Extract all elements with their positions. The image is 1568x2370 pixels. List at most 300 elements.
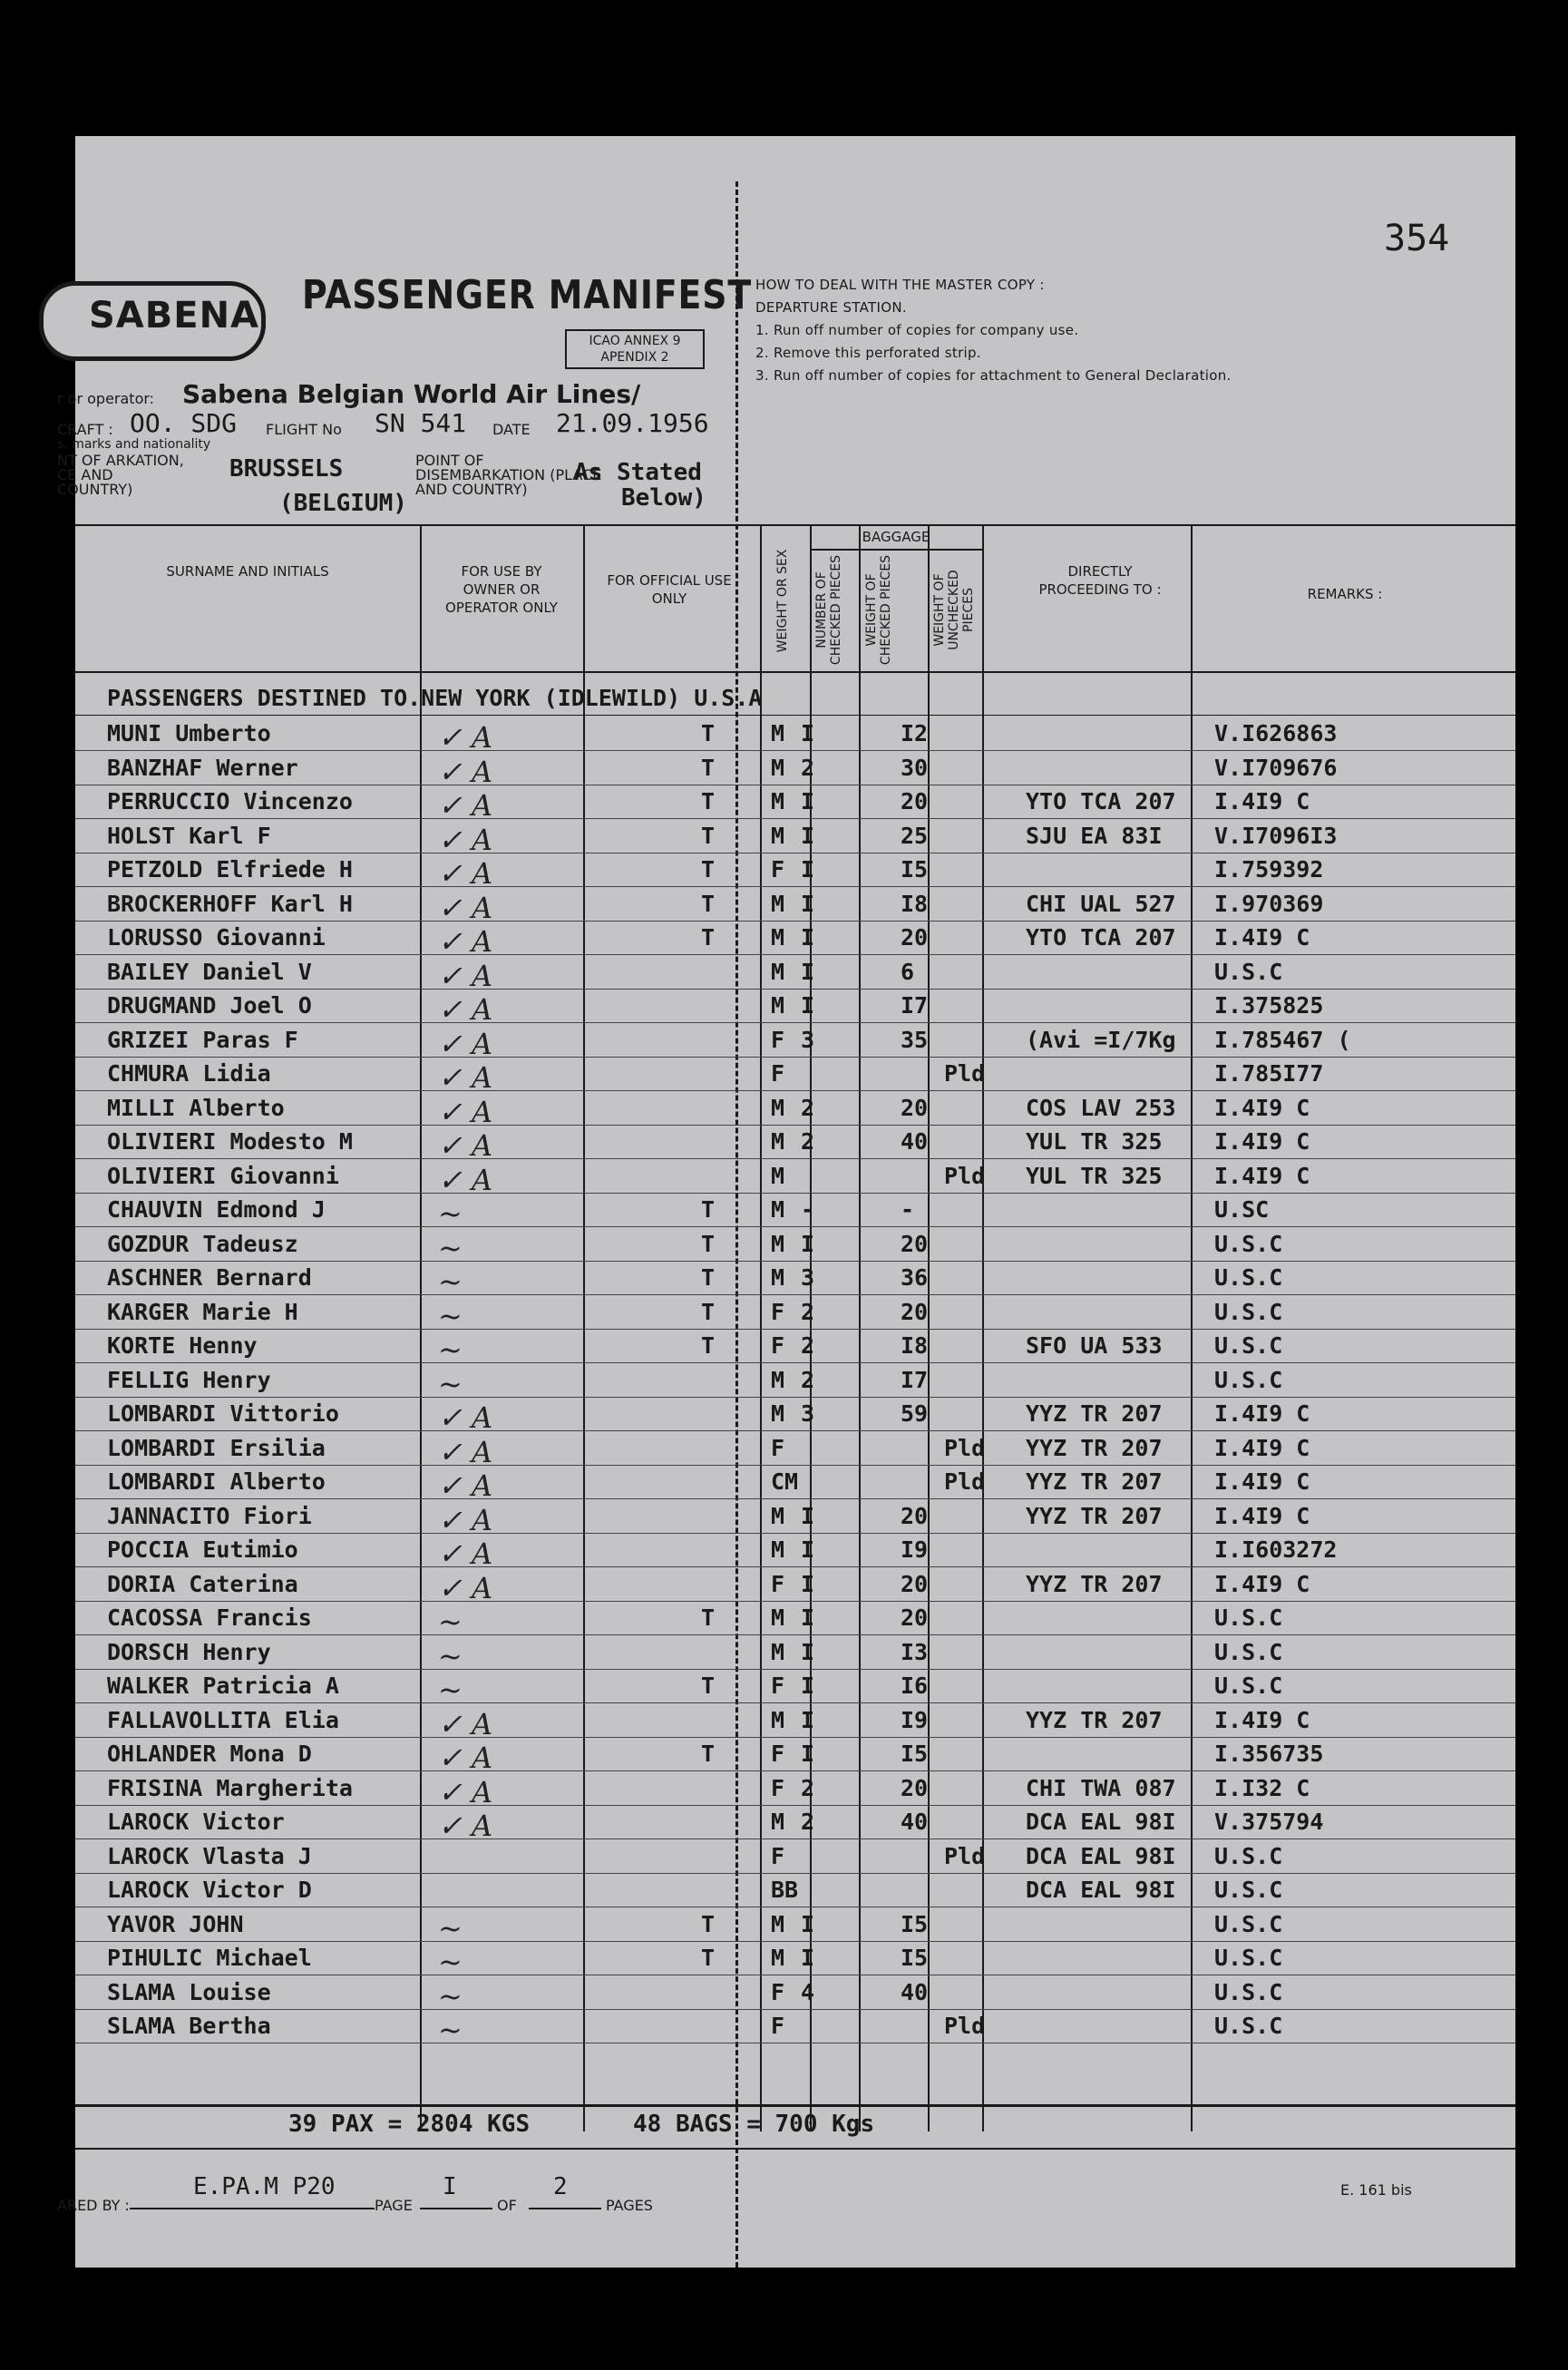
operator-check-mark: ✓ A (438, 754, 493, 789)
weight-or-sex: F (771, 1332, 785, 1359)
weight-or-sex: M (771, 1230, 785, 1257)
directly-proceeding: YUL TR 325 (1026, 1128, 1163, 1155)
table-row (75, 1363, 1515, 1401)
checked-pieces: I (801, 788, 815, 814)
passenger-name: POCCIA Eutimio (107, 1536, 298, 1563)
aircraft-sub-label: s. marks and nationality (57, 437, 211, 452)
official-mark: T (701, 1673, 716, 1699)
date-value: 21.09.1956 (556, 408, 709, 438)
operator-check-mark: ~ (438, 1910, 463, 1946)
weight-or-sex: CM (771, 1468, 799, 1495)
checked-weight: 40 (901, 1978, 929, 2005)
passenger-name: OLIVIERI Modesto M (107, 1128, 353, 1155)
official-mark: T (701, 1264, 716, 1291)
checked-weight: 20 (901, 1502, 929, 1529)
operator-check-mark: ✓ A (438, 890, 493, 925)
remarks: U.S.C (1214, 1673, 1283, 1699)
operator-check-mark: ✓ A (438, 1502, 493, 1537)
weight-or-sex: F (771, 1842, 785, 1869)
table-row (75, 853, 1515, 891)
checked-pieces: I (801, 856, 815, 883)
passenger-name: KARGER Marie H (107, 1298, 298, 1325)
checked-weight: 25 (901, 822, 929, 849)
page-number: 354 (1384, 218, 1450, 259)
weight-or-sex: M (771, 1264, 785, 1291)
instructions: HOW TO DEAL WITH THE MASTER COPY : DEPARTURE STATION. 1. Run off number of copies for company use. 2. Remove this perforated strip. 3. Run off number of copies for attachment to General Declaration. (755, 277, 1232, 384)
operator-check-mark: ✓ A (438, 1706, 493, 1741)
remarks: I.4I9 C (1214, 1502, 1310, 1529)
weight-or-sex: M (771, 1910, 785, 1937)
checked-weight: 30 (901, 754, 929, 781)
page-underline (420, 2208, 492, 2209)
operator-check-mark: ✓ A (438, 822, 493, 857)
directly-proceeding: CHI UAL 527 (1026, 890, 1176, 917)
table-row (75, 1533, 1515, 1571)
operator-check-mark: ✓ A (438, 992, 493, 1027)
table-row (75, 1873, 1515, 1907)
remarks: I.4I9 C (1214, 1434, 1310, 1461)
checked-pieces: I (801, 822, 815, 849)
header-bottom-border (75, 671, 1515, 673)
operator-check-mark: ~ (438, 1366, 463, 1401)
operator-check-mark: ✓ A (438, 856, 493, 891)
checked-pieces: I (801, 1741, 815, 1767)
operator-check-mark: ~ (438, 1332, 463, 1367)
passenger-name: LAROCK Victor D (107, 1877, 312, 1903)
remarks: U.S.C (1214, 1366, 1283, 1393)
passenger-name: LORUSSO Giovanni (107, 924, 326, 951)
of-value: 2 (553, 2173, 568, 2200)
header-official: FOR OFFICIAL USE ONLY (607, 572, 732, 607)
weight-or-sex: M (771, 1162, 785, 1189)
passenger-name: BROCKERHOFF Karl H (107, 890, 353, 917)
unchecked-weight: Pld (944, 1842, 986, 1869)
remarks: U.S.C (1214, 1877, 1283, 1903)
checked-weight: I3 (901, 1638, 929, 1665)
checked-weight: 40 (901, 1128, 929, 1155)
operator-check-mark: ✓ A (438, 1128, 493, 1163)
checked-pieces: I (801, 1706, 815, 1733)
passenger-name: DORSCH Henry (107, 1638, 271, 1665)
checked-weight: I5 (901, 1910, 929, 1937)
remarks: I.785467 ( (1214, 1026, 1351, 1053)
table-row (75, 887, 1515, 925)
checked-weight: 20 (901, 1298, 929, 1325)
operator-check-mark: ✓ A (438, 1536, 493, 1571)
checked-pieces: I (801, 958, 815, 985)
remarks: I.970369 (1214, 890, 1324, 917)
totals-border (75, 2104, 1515, 2107)
checked-pieces: 4 (801, 1978, 815, 2005)
table-row (75, 1703, 1515, 1741)
checked-weight: I7 (901, 992, 929, 1019)
page-label: PAGE (375, 2197, 413, 2214)
official-mark: T (701, 1741, 716, 1767)
table-row (75, 1431, 1515, 1469)
remarks: U.SC (1214, 1196, 1270, 1223)
table-top-border (75, 524, 1515, 526)
remarks: U.S.C (1214, 1604, 1283, 1631)
weight-or-sex: M (771, 1945, 785, 1971)
operator-check-mark: ✓ A (438, 788, 493, 823)
table-row (75, 1397, 1515, 1435)
directly-proceeding: CHI TWA 087 (1026, 1774, 1176, 1801)
passenger-name: LAROCK Victor (107, 1809, 285, 1835)
remarks: U.S.C (1214, 1945, 1283, 1971)
operator-check-mark: ✓ A (438, 1060, 493, 1095)
directly-proceeding: DCA EAL 98I (1026, 1877, 1176, 1903)
passenger-name: PIHULIC Michael (107, 1945, 312, 1971)
checked-weight: I5 (901, 856, 929, 883)
checked-pieces: 3 (801, 1264, 815, 1291)
page-title: PASSENGER MANIFEST (302, 272, 753, 318)
table-row (75, 1737, 1515, 1775)
weight-or-sex: F (771, 1298, 785, 1325)
passenger-name: LOMBARDI Vittorio (107, 1400, 339, 1427)
remarks: I.4I9 C (1214, 1400, 1310, 1427)
weight-or-sex: M (771, 890, 785, 917)
remarks: U.S.C (1214, 1298, 1283, 1325)
remarks: I.4I9 C (1214, 1706, 1310, 1733)
checked-pieces: 2 (801, 1128, 815, 1155)
prepared-value: E.PA.M P20 (193, 2173, 336, 2200)
checked-pieces: I (801, 1945, 815, 1971)
embarkation-value: BRUSSELS (229, 455, 344, 483)
operator-check-mark: ~ (438, 1638, 463, 1673)
checked-weight: 40 (901, 1809, 929, 1835)
remarks: I.4I9 C (1214, 788, 1310, 814)
table-row (75, 955, 1515, 993)
header-directly: DIRECTLY PROCEEDING TO : (1038, 563, 1162, 598)
destination-line: PASSENGERS DESTINED TO.NEW YORK (IDLEWILD) U.S.A (107, 685, 763, 711)
flight-label: FLIGHT No (266, 421, 342, 438)
passenger-name: CACOSSA Francis (107, 1604, 312, 1631)
official-mark: T (701, 720, 716, 746)
operator-check-mark: ~ (438, 1196, 463, 1231)
table-row (75, 1805, 1515, 1843)
directly-proceeding: YYZ TR 207 (1026, 1502, 1163, 1529)
weight-or-sex: F (771, 1741, 785, 1767)
weight-or-sex: M (771, 1094, 785, 1121)
checked-weight: 6 (901, 958, 915, 985)
official-mark: T (701, 1945, 716, 1971)
passenger-name: GOZDUR Tadeusz (107, 1230, 298, 1257)
checked-weight: I5 (901, 1741, 929, 1767)
table-row (75, 1125, 1515, 1163)
operator-check-mark: ✓ A (438, 1434, 493, 1469)
operator-value: Sabena Belgian World Air Lines/ (182, 379, 641, 409)
weight-or-sex: F (771, 1570, 785, 1597)
checked-weight: I2 (901, 720, 929, 746)
operator-check-mark: ✓ A (438, 1468, 493, 1503)
passenger-name: DORIA Caterina (107, 1570, 298, 1597)
date-label: DATE (492, 421, 531, 438)
table-row (75, 785, 1515, 823)
operator-check-mark: ✓ A (438, 1570, 493, 1605)
official-mark: T (701, 822, 716, 849)
weight-or-sex: F (771, 1434, 785, 1461)
checked-pieces: 2 (801, 754, 815, 781)
passenger-name: FALLAVOLLITA Elia (107, 1706, 339, 1733)
checked-weight: 20 (901, 1570, 929, 1597)
weight-or-sex: M (771, 1502, 785, 1529)
directly-proceeding: SJU EA 83I (1026, 822, 1163, 849)
prepared-underline (130, 2208, 375, 2209)
directly-proceeding: (Avi =I/7Kg (1026, 1026, 1176, 1053)
checked-pieces: I (801, 1910, 815, 1937)
checked-weight: 20 (901, 788, 929, 814)
passenger-name: FRISINA Margherita (107, 1774, 353, 1801)
page-value: I (443, 2173, 457, 2200)
official-mark: T (701, 856, 716, 883)
checked-weight: I5 (901, 1945, 929, 1971)
remarks: U.S.C (1214, 1978, 1283, 2005)
checked-weight: I8 (901, 1332, 929, 1359)
weight-or-sex: F (771, 856, 785, 883)
passenger-name: KORTE Henny (107, 1332, 258, 1359)
checked-pieces: 3 (801, 1400, 815, 1427)
remarks: U.S.C (1214, 1910, 1283, 1937)
table-row (75, 1057, 1515, 1095)
table-row (75, 1975, 1515, 2014)
disembarkation-value2: Below) (621, 484, 706, 512)
passenger-name: HOLST Karl F (107, 822, 271, 849)
directly-proceeding: YTO TCA 207 (1026, 924, 1176, 951)
checked-pieces: 2 (801, 1366, 815, 1393)
flight-value: SN 541 (375, 408, 467, 438)
remarks: I.4I9 C (1214, 1128, 1310, 1155)
checked-pieces: 3 (801, 1026, 815, 1053)
official-mark: T (701, 1230, 716, 1257)
passenger-name: GRIZEI Paras F (107, 1026, 298, 1053)
weight-or-sex: M (771, 1706, 785, 1733)
passenger-name: MILLI Alberto (107, 1094, 285, 1121)
passenger-name: CHAUVIN Edmond J (107, 1196, 326, 1223)
directly-proceeding: YYZ TR 207 (1026, 1706, 1163, 1733)
disembarkation-value: As Stated (574, 459, 702, 486)
remarks: I.4I9 C (1214, 1094, 1310, 1121)
passenger-name: OHLANDER Mona D (107, 1741, 312, 1767)
totals-pax: 39 PAX = 2804 KGS (288, 2111, 531, 2138)
remarks: V.I709676 (1214, 754, 1338, 781)
table-row (75, 1193, 1515, 1231)
official-mark: T (701, 1298, 716, 1325)
of-label: OF (497, 2197, 517, 2214)
checked-pieces: 2 (801, 1774, 815, 1801)
checked-weight: 35 (901, 1026, 929, 1053)
remarks: U.S.C (1214, 1230, 1283, 1257)
table-row (75, 1295, 1515, 1333)
operator-check-mark: ✓ A (438, 1741, 493, 1775)
weight-or-sex: M (771, 958, 785, 985)
weight-or-sex: F (771, 2013, 785, 2039)
directly-proceeding: YYZ TR 207 (1026, 1570, 1163, 1597)
table-row (75, 819, 1515, 857)
passenger-name: SLAMA Louise (107, 1978, 271, 2005)
weight-or-sex: M (771, 992, 785, 1019)
remarks: I.I603272 (1214, 1536, 1338, 1563)
official-mark: T (701, 788, 716, 814)
remarks: I.785I77 (1214, 1060, 1324, 1087)
checked-weight: 20 (901, 1094, 929, 1121)
header-baggage: BAGGAGE (862, 529, 930, 545)
unchecked-weight: Pld (944, 1468, 986, 1495)
table-row (75, 1669, 1515, 1707)
operator-check-mark: ~ (438, 1978, 463, 2014)
embarkation-country: (BELGIUM) (279, 490, 407, 517)
table-row (75, 1907, 1515, 1946)
pages-label: PAGES (606, 2197, 653, 2214)
destination-underline (75, 715, 1515, 716)
table-row (75, 1941, 1515, 1979)
checked-weight: 20 (901, 1604, 929, 1631)
table-row (75, 717, 1515, 755)
unchecked-weight: Pld (944, 1060, 986, 1087)
weight-or-sex: M (771, 1604, 785, 1631)
checked-pieces: 2 (801, 1094, 815, 1121)
aircraft-value: OO. SDG (130, 408, 238, 438)
prepared-label: ARED BY : (57, 2197, 130, 2214)
weight-or-sex: F (771, 1060, 785, 1087)
weight-or-sex: BB (771, 1877, 799, 1903)
unchecked-weight: Pld (944, 1162, 986, 1189)
checked-pieces: 2 (801, 1809, 815, 1835)
official-mark: T (701, 754, 716, 781)
remarks: U.S.C (1214, 1264, 1283, 1291)
operator-check-mark: ~ (438, 1945, 463, 1979)
operator-check-mark: ~ (438, 2013, 463, 2047)
checked-pieces: I (801, 1536, 815, 1563)
passenger-name: OLIVIERI Giovanni (107, 1162, 339, 1189)
weight-or-sex: F (771, 1774, 785, 1801)
checked-pieces: 2 (801, 1298, 815, 1325)
sabena-logo: SABENA (39, 281, 266, 361)
table-row (75, 1159, 1515, 1197)
directly-proceeding: DCA EAL 98I (1026, 1842, 1176, 1869)
icao-box: ICAO ANNEX 9 APENDIX 2 (565, 329, 705, 369)
remarks: I.375825 (1214, 992, 1324, 1019)
passenger-name: YAVOR JOHN (107, 1910, 244, 1937)
official-mark: T (701, 1332, 716, 1359)
checked-pieces: 2 (801, 1332, 815, 1359)
header-weight-sex: WEIGHT OR SEX (775, 549, 790, 653)
checked-weight: 20 (901, 924, 929, 951)
operator-check-mark: ✓ A (438, 958, 493, 993)
passenger-name: BANZHAF Werner (107, 754, 298, 781)
weight-or-sex: M (771, 1638, 785, 1665)
operator-check-mark: ✓ A (438, 1809, 493, 1843)
weight-or-sex: M (771, 788, 785, 814)
table-row (75, 1499, 1515, 1537)
checked-weight: 20 (901, 1230, 929, 1257)
operator-check-mark: ~ (438, 1264, 463, 1299)
checked-pieces: I (801, 924, 815, 951)
checked-pieces: I (801, 1570, 815, 1597)
aircraft-label: CRAFT : (57, 421, 113, 438)
remarks: U.S.C (1214, 958, 1283, 985)
footer-border (75, 2148, 1515, 2150)
header-remarks: REMARKS : (1307, 586, 1383, 602)
directly-proceeding: YYZ TR 207 (1026, 1468, 1163, 1495)
operator-check-mark: ✓ A (438, 924, 493, 959)
checked-weight: I8 (901, 890, 929, 917)
weight-or-sex: F (771, 1978, 785, 2005)
checked-weight: I9 (901, 1536, 929, 1563)
table-row (75, 1023, 1515, 1061)
checked-pieces: I (801, 992, 815, 1019)
official-mark: T (701, 1910, 716, 1937)
header-surname: SURNAME AND INITIALS (166, 563, 329, 580)
weight-or-sex: M (771, 1128, 785, 1155)
unchecked-weight: Pld (944, 1434, 986, 1461)
manifest-sheet (57, 136, 1515, 2268)
checked-weight: 36 (901, 1264, 929, 1291)
operator-check-mark: ~ (438, 1298, 463, 1333)
operator-check-mark: ✓ A (438, 1162, 493, 1197)
passenger-name: LOMBARDI Ersilia (107, 1434, 326, 1461)
checked-pieces: I (801, 1604, 815, 1631)
passenger-name: FELLIG Henry (107, 1366, 271, 1393)
remarks: V.375794 (1214, 1809, 1324, 1835)
operator-check-mark: ✓ A (438, 1400, 493, 1435)
passenger-name: DRUGMAND Joel O (107, 992, 312, 1019)
directly-proceeding: YTO TCA 207 (1026, 788, 1176, 814)
operator-check-mark: ✓ A (438, 1774, 493, 1809)
passenger-name: JANNACITO Fiori (107, 1502, 312, 1529)
operator-label: r or operator: (57, 390, 155, 407)
checked-weight: - (901, 1196, 915, 1223)
table-row (75, 921, 1515, 959)
weight-or-sex: M (771, 720, 785, 746)
weight-or-sex: M (771, 1196, 785, 1223)
operator-check-mark: ✓ A (438, 1026, 493, 1061)
remarks: V.I626863 (1214, 720, 1338, 746)
remarks: U.S.C (1214, 1638, 1283, 1665)
passenger-name: ASCHNER Bernard (107, 1264, 312, 1291)
table-row (75, 751, 1515, 789)
table-row (75, 1329, 1515, 1367)
passenger-name: CHMURA Lidia (107, 1060, 271, 1087)
directly-proceeding: YYZ TR 207 (1026, 1400, 1163, 1427)
operator-check-mark: ~ (438, 1230, 463, 1265)
table-row (75, 1635, 1515, 1673)
operator-check-mark: ✓ A (438, 1094, 493, 1129)
remarks: I.4I9 C (1214, 1570, 1310, 1597)
checked-pieces: I (801, 720, 815, 746)
checked-pieces: I (801, 1502, 815, 1529)
remarks: U.S.C (1214, 1842, 1283, 1869)
table-row (75, 1567, 1515, 1605)
checked-weight: 20 (901, 1774, 929, 1801)
weight-or-sex: M (771, 1400, 785, 1427)
official-mark: T (701, 1604, 716, 1631)
of-underline (529, 2208, 601, 2209)
official-mark: T (701, 1196, 716, 1223)
checked-pieces: I (801, 1230, 815, 1257)
weight-or-sex: M (771, 924, 785, 951)
remarks: I.759392 (1214, 856, 1324, 883)
directly-proceeding: SFO UA 533 (1026, 1332, 1163, 1359)
checked-weight: I6 (901, 1673, 929, 1699)
weight-or-sex: M (771, 1366, 785, 1393)
checked-pieces: - (801, 1196, 815, 1223)
embarkation-label: NT OF ARKATION, CE AND COUNTRY) (57, 452, 184, 498)
weight-or-sex: F (771, 1026, 785, 1053)
passenger-name: LOMBARDI Alberto (107, 1468, 326, 1495)
header-weight-unchecked: WEIGHT OF UNCHECKED PIECES (932, 570, 976, 650)
header-weight-checked: WEIGHT OF CHECKED PIECES (864, 554, 893, 666)
checked-weight: I7 (901, 1366, 929, 1393)
